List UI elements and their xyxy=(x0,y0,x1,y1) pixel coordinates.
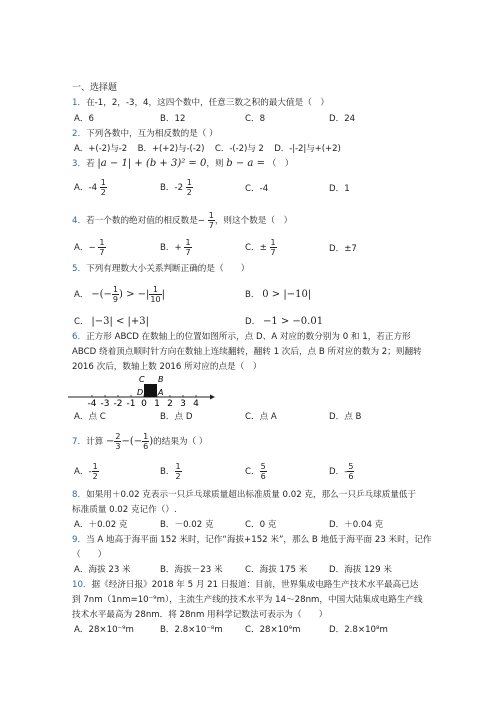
question-number: 7． xyxy=(72,437,87,447)
axis-tick-label: -1 xyxy=(126,399,136,408)
denominator: 2 xyxy=(100,188,106,197)
numerator: 2 xyxy=(115,432,121,441)
denominator: 7 xyxy=(99,248,105,257)
option-a-fraction xyxy=(98,238,105,257)
stem-line-1: 据《经济日报》2018 年 5 月 21 日报道：目前，世界集成电路生产技术水平最高已达 xyxy=(91,580,419,590)
numerator: 1 xyxy=(112,285,118,294)
option-a-text: A． xyxy=(74,243,89,253)
denominator: 10 xyxy=(150,295,161,304)
numerator: 1 xyxy=(175,462,181,471)
option-d-fraction xyxy=(347,462,354,481)
option-a: A．6 xyxy=(74,114,94,124)
option-a xyxy=(74,462,99,481)
question-stem: 下列各数中，互为相反数的是（ ） xyxy=(86,129,218,139)
numerator: 5 xyxy=(260,462,266,471)
question-number: 6． xyxy=(72,332,87,342)
question-number: 5． xyxy=(72,264,87,274)
question-stem: 下列有理数大小关系判断正确的是（ ） xyxy=(86,264,250,274)
option-d: D．24 xyxy=(329,114,356,124)
question-number: 9． xyxy=(72,535,87,545)
stem-line-2: 到 7nm（1nm=10⁻⁹m），主流生产线的技术水平为 14～28nm，中国大陆集成电路生产线 xyxy=(72,595,423,605)
option-d: D．点 B xyxy=(329,412,362,422)
axis-tick-label: -4 xyxy=(87,399,97,408)
option-b: B．海拔－23 米 xyxy=(160,565,223,575)
option-d: D．1 xyxy=(329,184,350,194)
options-row xyxy=(74,143,341,155)
option-b-text: B． xyxy=(160,467,175,477)
stem-line-2: （ ） xyxy=(72,550,107,560)
option-c: C．0 克 xyxy=(245,520,277,530)
option-b-sign: + xyxy=(174,243,182,253)
expr-part: | xyxy=(161,289,165,300)
stem-prefix: 若一个数的绝对值的相反数是 xyxy=(86,216,198,226)
axis-labels xyxy=(88,399,200,408)
square-abcd xyxy=(144,384,157,397)
question-3 xyxy=(72,158,294,170)
option-b-text: B．-2 xyxy=(160,183,184,193)
question-7 xyxy=(72,432,207,451)
option-c xyxy=(245,462,267,481)
option-c: C．8 xyxy=(245,114,266,124)
question-8 xyxy=(72,489,416,501)
option-c-fraction xyxy=(270,238,277,257)
option-c: C．-4 xyxy=(245,184,269,194)
stem-expression-2: b − a = xyxy=(226,158,265,169)
expr-fraction-1 xyxy=(112,285,119,304)
option-a: A．28×10⁻⁹m xyxy=(74,625,134,635)
label-d: D xyxy=(137,388,144,397)
option-b-expression: 0 > |−10| xyxy=(262,289,312,300)
stem-line-1: 当 A 地高于海平面 152 米时，记作“海拔+152 米”，那么 B 地低于海平面 23 米时，记作 xyxy=(86,535,432,545)
option-c-text: C． xyxy=(74,317,89,327)
option-a-text: A． xyxy=(74,467,89,477)
stem-sign: − xyxy=(197,216,205,226)
option-d-text: D． xyxy=(329,467,345,477)
option-b-text: B． xyxy=(245,290,260,300)
option-d: D．2.8×10⁸m xyxy=(329,625,388,635)
numerator: 1 xyxy=(208,211,214,220)
axis-tick-label: -2 xyxy=(113,399,123,408)
option-b-fraction xyxy=(175,462,182,481)
stem-line-1: 正方形 ABCD 在数轴上的位置如图所示，点 D、A 对应的数分别为 0 和 1，若正方形 xyxy=(86,332,411,342)
stem-prefix: 计算 xyxy=(86,437,104,447)
option-a: A．+(-2)与-2 xyxy=(74,144,128,154)
option-d-expression: −1 > −0.01 xyxy=(262,316,324,327)
question-number: 1． xyxy=(72,98,87,108)
question-1 xyxy=(72,97,329,109)
denominator: 7 xyxy=(270,248,276,257)
option-d xyxy=(329,462,354,481)
question-number: 4． xyxy=(72,216,87,226)
stem-line-3: 技术水平最高为 28nm．将 28nm 用科学记数法可表示为（ ） xyxy=(72,610,328,620)
denominator: 2 xyxy=(92,472,98,481)
numerator: 1 xyxy=(149,285,161,295)
option-d-sign: - xyxy=(344,467,348,477)
question-10 xyxy=(72,579,418,591)
denominator: 7 xyxy=(185,248,191,257)
numerator: 1 xyxy=(270,238,276,247)
option-d: D．海拔 129 米 xyxy=(329,565,392,575)
question-stem: 在-1，2，-3，4，这四个数中，任意三数之积的最大值是（ ） xyxy=(86,98,329,108)
numerator: 1 xyxy=(100,178,106,187)
question-number: 2． xyxy=(72,129,87,139)
denominator: 7 xyxy=(208,221,214,230)
axis-tick-label: 2 xyxy=(167,399,173,408)
option-a: A．海拔 23 米 xyxy=(74,565,131,575)
option-b: B．+(+2)与-(-2) xyxy=(137,144,205,154)
option-b xyxy=(160,238,192,257)
option-a-text: A． xyxy=(74,290,89,300)
stem-line-3: 2016 次后，数轴上数 2016 所对应的点是（ ） xyxy=(72,362,262,372)
stem-line-1: 如果用＋0.02 克表示一只乒乓球质量超出标准质量 0.02 克，那么一只乒乓球质量低于 xyxy=(86,490,417,500)
option-c: C．-(-2)与 2 xyxy=(214,144,264,154)
stem-suffix: 的结果为（ ） xyxy=(153,437,208,447)
label-c: C xyxy=(139,375,145,384)
question-number: 8． xyxy=(72,490,87,500)
axis-tick-label: 0 xyxy=(141,399,147,408)
option-c-fraction xyxy=(260,462,267,481)
numerator: 1 xyxy=(143,432,149,441)
option-a-fraction xyxy=(92,462,99,481)
stem-suffix: （ ） xyxy=(267,159,294,169)
denominator: 9 xyxy=(112,295,118,304)
expr-part: − xyxy=(106,436,115,447)
denominator: 3 xyxy=(115,442,121,451)
option-d xyxy=(245,316,323,328)
numerator: 1 xyxy=(99,238,105,247)
option-b: B．－0.02 克 xyxy=(160,520,214,530)
expr-part: ) > −| xyxy=(118,289,150,300)
label-a: A xyxy=(158,388,164,397)
option-d: D．＋0.04 克 xyxy=(329,520,384,530)
option-a xyxy=(74,285,165,304)
denominator: 2 xyxy=(186,188,192,197)
numerator: 5 xyxy=(348,462,354,471)
option-d-text: D． xyxy=(245,317,261,327)
option-a-fraction xyxy=(100,178,107,197)
option-c xyxy=(74,316,149,328)
option-b-text: B． xyxy=(160,243,175,253)
option-b-fraction xyxy=(184,238,191,257)
numerator: 1 xyxy=(186,178,192,187)
axis-tick-label: 1 xyxy=(154,399,160,408)
question-number: 3． xyxy=(72,159,87,169)
option-c-expression: |−3| < |+3| xyxy=(91,316,150,327)
option-b: B．2.8×10⁻⁸m xyxy=(160,625,223,635)
option-c-text: C． xyxy=(245,467,260,477)
stem-fraction xyxy=(208,211,215,230)
stem-middle: ，则 xyxy=(206,159,224,169)
stem-line-2: 标准质量 0.02 克记作（）. xyxy=(72,505,177,515)
option-a-text: A．-4 xyxy=(74,183,98,193)
denominator: 6 xyxy=(143,442,149,451)
question-2 xyxy=(72,128,218,140)
axis-tick-label: 3 xyxy=(180,399,186,408)
option-d: D．±7 xyxy=(329,244,357,254)
stem-prefix: 若 xyxy=(86,159,95,169)
option-c-text: C． xyxy=(245,243,260,253)
denominator: 6 xyxy=(348,472,354,481)
expr-part: ) xyxy=(149,436,154,447)
expr-fraction-2 xyxy=(149,285,161,304)
option-c: C．28×10⁹m xyxy=(245,625,301,635)
arrow-icon xyxy=(210,395,215,400)
option-d: D．-|-2|与+(+2) xyxy=(274,144,341,154)
denominator: 6 xyxy=(260,472,266,481)
stem-expression: |a − 1| + (b + 3)² = 0 xyxy=(97,158,207,169)
option-a xyxy=(74,238,106,257)
option-a-sign: − xyxy=(88,243,96,253)
axis-tick-label: 4 xyxy=(193,399,199,408)
option-b-fraction xyxy=(186,178,193,197)
question-number: 10． xyxy=(72,580,92,590)
option-c xyxy=(245,238,277,257)
option-a xyxy=(74,178,107,197)
option-a: A．点 C xyxy=(74,412,106,422)
option-a: A．＋0.02 克 xyxy=(74,520,128,530)
denominator: 2 xyxy=(175,472,181,481)
option-b xyxy=(160,178,193,197)
option-b: B．12 xyxy=(160,114,186,124)
option-b: B．点 D xyxy=(160,412,193,422)
number-line-figure xyxy=(66,374,216,408)
question-5 xyxy=(72,263,249,275)
section-title: 一、选择题 xyxy=(72,83,118,93)
expr-part: −(− xyxy=(91,289,112,300)
question-6 xyxy=(72,331,411,343)
stem-line-2: ABCD 绕着顶点顺时针方向在数轴上连续翻转，翻转 1 次后，点 B 所对应的数为 2；则翻转 xyxy=(72,347,422,357)
option-a-sign: - xyxy=(88,467,92,477)
option-b xyxy=(160,462,182,481)
question-4 xyxy=(72,211,292,230)
numerator: 1 xyxy=(185,238,191,247)
question-9 xyxy=(72,534,432,546)
label-b: B xyxy=(158,375,164,384)
numerator: 1 xyxy=(92,462,98,471)
axis-tick-label: -3 xyxy=(100,399,110,408)
option-c-sign: ± xyxy=(259,243,267,253)
option-b xyxy=(245,289,311,301)
stem-suffix: ，则这个数是（ ） xyxy=(214,216,293,226)
option-c: C．海拔 175 米 xyxy=(245,565,308,575)
expr-part: −(− xyxy=(121,436,143,447)
option-c: C．点 A xyxy=(245,412,277,422)
